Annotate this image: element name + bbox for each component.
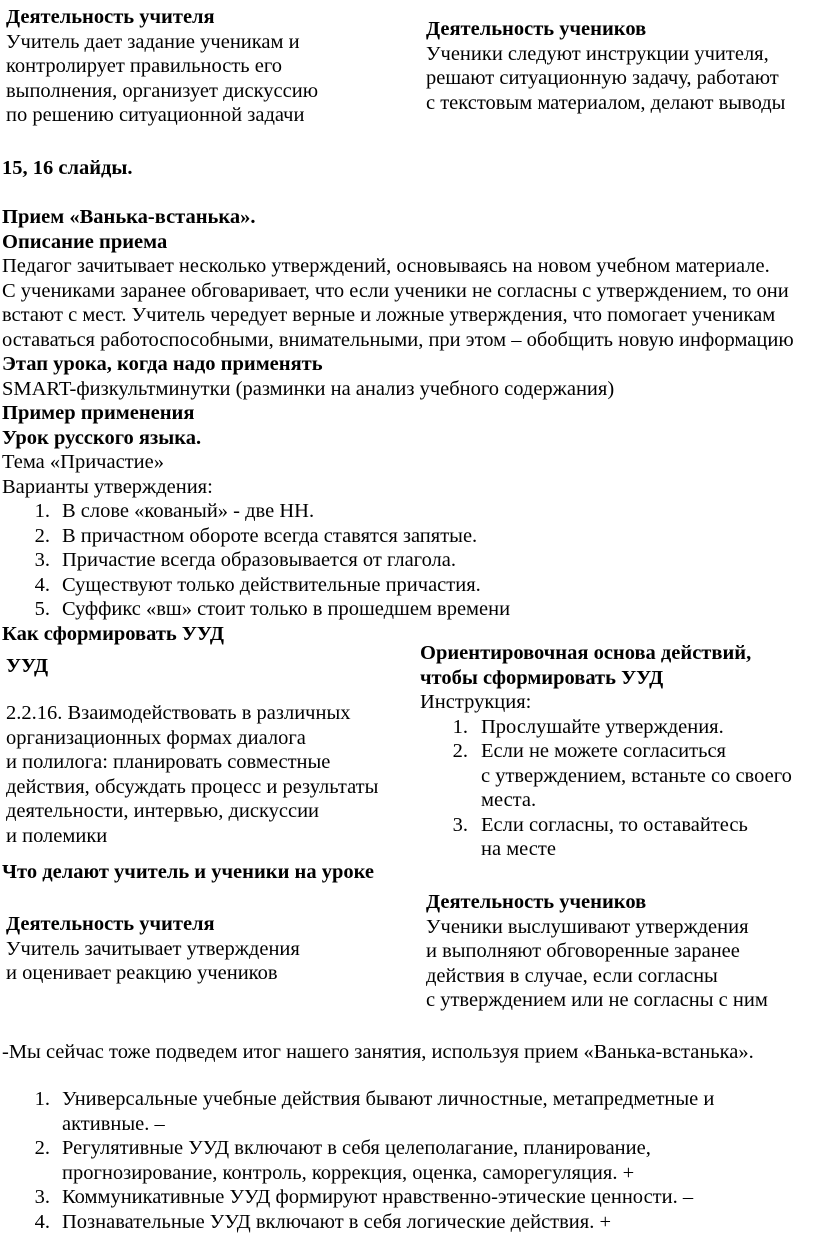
top-students-block [426, 17, 785, 115]
example-variants-label: Варианты утверждения: [2, 475, 213, 498]
technique-title: Прием «Ванька-встанька». [2, 206, 256, 228]
instruction-label: Инструкция: [420, 691, 532, 713]
top-students-line: с текстовым материалом, делают выводы [426, 91, 786, 114]
top-students-heading: Деятельность учеников [426, 18, 647, 40]
lesson-students-line: с утверждением или не согласны с ним [426, 989, 768, 1011]
lesson-teacher-heading: Деятельность учителя [6, 913, 215, 935]
example-lesson: Урок русского языка. [2, 426, 202, 449]
technique-section [2, 205, 794, 646]
stage-text: SMART-физкультминутки (разминки на анализ учебного содержания) [2, 377, 615, 400]
top-students-line: решают ситуационную задачу, работают [426, 67, 779, 89]
lesson-students-line: и выполняют обговоренные заранее [426, 940, 740, 962]
stage-heading: Этап урока, когда надо применять [2, 353, 323, 375]
uud-section-heading: Как сформировать УУД [2, 622, 224, 645]
summary-list [2, 1087, 714, 1234]
uud-right-column [420, 641, 792, 862]
instruction-list [420, 715, 792, 862]
uud-left-column [6, 654, 48, 679]
list-item: 2. Если не можете согласиться с утверждением, встаньте со своего места. [452, 740, 792, 811]
top-teacher-line: Учитель дает задание ученикам и [6, 30, 300, 53]
uud-left-line: и полемики [6, 824, 108, 847]
description-line: Педагог зачитывает несколько утверждений, основываясь на новом учебном материале. [2, 255, 770, 277]
description-line: С учениками заранее обговаривает, что если ученики не согласны с утверждением, то они [2, 279, 789, 302]
list-item: 1. В слове «кованый» - две НН. [34, 500, 315, 522]
lesson-students-line: Ученики выслушивают утверждения [426, 915, 749, 938]
summary-intro: -Мы сейчас тоже подведем итог нашего занятия, используя прием «Ванька-встанька». [2, 1041, 754, 1063]
description-line: встают с мест. Учитель чередует верные и ложные утверждения, что помогает ученикам [2, 304, 776, 326]
uud-left-line: 2.2.16. Взаимодействовать в различных [6, 702, 351, 724]
lesson-students-block [426, 890, 768, 1013]
uud-right-heading: Ориентировочная основа действий, [420, 642, 752, 664]
lesson-students-heading: Деятельность учеников [426, 891, 647, 913]
example-statements-list [2, 499, 794, 622]
list-item: 1. Прослушайте утверждения. [452, 715, 724, 738]
top-teacher-line: по решению ситуационной задачи [6, 104, 305, 126]
top-teacher-line: выполнения, организует дискуссию [6, 79, 319, 102]
list-item: 4. Познавательные УУД включают в себя логические действия. + [34, 1210, 612, 1233]
list-item: 2. В причастном обороте всегда ставятся запятые. [34, 524, 478, 547]
description-line: оставаться работоспособными, внимательными, при этом – обобщить новую информацию [2, 328, 794, 351]
uud-left-heading: УУД [6, 655, 49, 677]
list-item: 4. Существуют только действительные причастия. [34, 573, 481, 596]
description-heading: Описание приема [2, 230, 168, 253]
example-heading: Пример применения [2, 402, 195, 424]
lesson-section-heading: Что делают учитель и ученики на уроке [2, 861, 374, 883]
uud-left-text [6, 701, 378, 848]
list-item: 3. Если согласны, то оставайтесь на месте [452, 813, 748, 860]
top-teacher-line: контролирует правильность его [6, 55, 282, 77]
uud-left-line: организационных формах диалога [6, 726, 306, 749]
lesson-teacher-line: Учитель зачитывает утверждения [6, 937, 300, 960]
lesson-teacher-block [6, 912, 300, 986]
uud-right-heading: чтобы сформировать УУД [420, 666, 664, 689]
list-item: 3. Коммуникативные УУД формируют нравственно-этические ценности. – [34, 1186, 694, 1208]
uud-left-line: и полилога: планировать совместные [6, 751, 331, 773]
list-item: 1. Универсальные учебные действия бывают личностные, метапредметные и активные. – [34, 1088, 715, 1135]
lesson-students-line: действия в случае, если согласны [426, 964, 718, 987]
top-teacher-block [6, 5, 318, 128]
list-item: 2. Регулятивные УУД включают в себя целеполагание, планирование, прогнозирование, контроль, коррекция, оценка, саморегуляция. + [34, 1137, 651, 1184]
top-teacher-heading: Деятельность учителя [6, 6, 215, 28]
list-item: 3. Причастие всегда образовывается от глагола. [34, 549, 457, 571]
uud-left-line: деятельности, интервью, дискуссии [6, 800, 320, 822]
lesson-teacher-line: и оценивает реакцию учеников [6, 962, 278, 984]
uud-left-line: действия, обсуждать процесс и результаты [6, 775, 379, 798]
top-students-line: Ученики следуют инструкции учителя, [426, 42, 769, 65]
slides-heading: 15, 16 слайды. [2, 157, 133, 179]
example-topic: Тема «Причастие» [2, 451, 164, 473]
list-item: 5. Суффикс «вш» стоит только в прошедшем времени [34, 598, 511, 620]
